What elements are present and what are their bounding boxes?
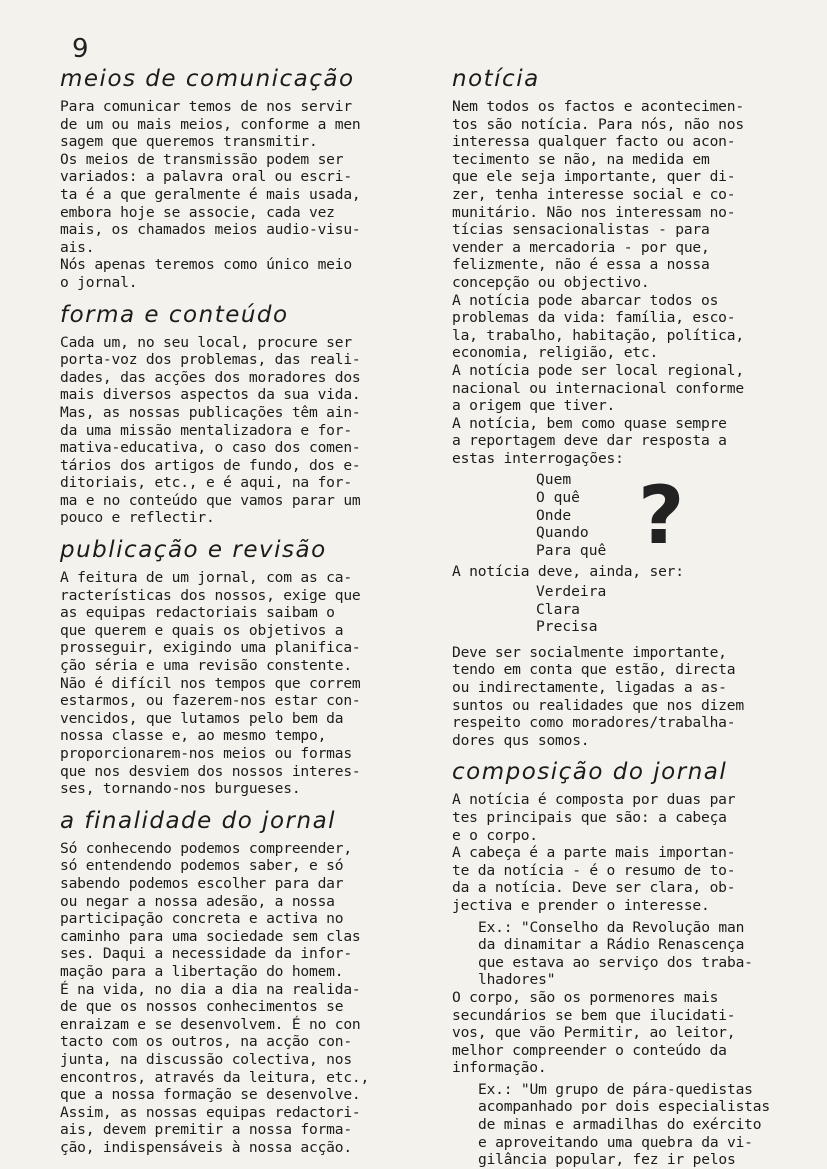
paragraph-noticia-deve: A notícia deve, ainda, ser: (452, 563, 684, 581)
paragraph-composicao: A notícia é composta por duas par tes principais que são: a cabeça e o corpo. A cabeça é a parte mais importan- te da notícia - é o resumo de to- da a notícia. Deve ser clara, ob- jectiva e prender o interesse. (452, 791, 736, 914)
quality-item: Precisa (536, 618, 598, 636)
question-item: Quem (536, 471, 572, 489)
heading-meios-de-comunicacao: meios de comunicação (60, 66, 355, 92)
paragraph-noticia: Nem todos os factos e acontecimen- tos são notícia. Para nós, não nos interessa qualquer facto ou acon- tecimento se não, na medida em que ele seja importante, quer di- zer, tenha interesse social e co- munitário. Não nos interessam no- tícias sensacionalistas - para vender a mercadoria - por que, felizmente, não é essa a nossa concepção ou objectivo. A notícia pode abarcar todos os problemas da vida: família, esco- la, trabalho, habitação, política, economia, religião, etc. A notícia pode ser local regional, nacional ou internacional conforme a origem que tiver. A notícia, bem como quase sempre a reportagem deve dar resposta a estas interrogações: (452, 98, 744, 467)
heading-noticia: notícia (452, 66, 540, 92)
page-number: 9 (72, 34, 89, 64)
question-item: Quando (536, 524, 589, 542)
paragraph-forma: Cada um, no seu local, procure ser porta-voz dos problemas, das reali- dades, das acções dos moradores dos mais diversos aspectos da sua vida. Mas, as nossas publicações têm ain- da uma missão mentalizadora e for- mativa-educativa, o caso dos comen- tários dos artigos de fundo, dos e- ditoriais, etc., e é aqui, na for- ma e no conteúdo que vamos parar um pouco e reflectir. (60, 333, 361, 527)
heading-publicacao-e-revisao: publicação e revisão (60, 537, 327, 564)
question-mark-glyph: ? (638, 469, 685, 563)
paragraph-publicacao: A feitura de um jornal, com as ca- racterísticas dos nossos, exige que as equipas redactoriais saibam o que querem e quais os objetivos a prosseguir, exigindo uma planifica- ção séria e uma revisão constente. Não é difícil nos tempos que correm estarmos, ou fazerem-nos estar con- vencidos, que lutamos pelo bem da nossa classe e, ao mesmo tempo, proporcionarem-nos meios ou formas que nos desviem dos nossos interes- ses, tornando-nos burgueses. (60, 569, 361, 798)
quality-item: Clara (536, 600, 580, 618)
question-item: Onde (536, 506, 572, 524)
right-column (452, 56, 808, 1169)
heading-composicao-do-jornal: composição do jornal (452, 759, 728, 786)
questions-block (452, 469, 808, 563)
question-item: O quê (536, 489, 580, 507)
example-corpo: Ex.: "Um grupo de pára-quedistas acompanhado por dois especialistas de minas e armadilhas do exército e aproveitando uma quebra da vi- gilância popular, fez ir pelos (478, 1080, 770, 1169)
paragraph-meios: Para comunicar temos de nos servir de um ou mais meios, conforme a men sagem que queremos transmitir. Os meios de transmissão podem ser variados: a palavra oral ou escri- ta é a que geralmente é mais usada, embora hoje se associe, cada vez mais, os chamados meios audio-visu- ais. Nós apenas teremos como único meio o jornal. (60, 98, 361, 291)
heading-finalidade-do-jornal: a finalidade do jornal (60, 807, 337, 834)
question-item: Para quê (536, 541, 607, 559)
paragraph-socialmente: Deve ser socialmente importante, tendo em conta que estão, directa ou indirectamente, ligadas a as- suntos ou realidades que nos dizem respeito como moradores/trabalha- dores qus somos. (452, 643, 744, 749)
quality-item: Verdeira (536, 583, 607, 601)
example-cabeca: Ex.: "Conselho da Revolução man da dinamitar a Rádio Renascença que estava ao serviço dos traba- lhadores" (478, 918, 753, 989)
paragraph-corpo: O corpo, são os pormenores mais secundários se bem que ilucidati- vos, que vão Permitir, ao leitor, melhor compreender o conteúdo da informação. (452, 988, 736, 1077)
heading-forma-e-conteudo: forma e conteúdo (60, 301, 289, 328)
paragraph-finalidade: Só conhecendo podemos compreender, só entendendo podemos saber, e só sabendo podemos escolher para dar ou negar a nossa adesão, a nossa participação concreta e activa no caminho para uma sociedade sem clas ses. Daqui a necessidade da infor- mação para a libertação do homem. É na vida, no dia a dia na realida- de que os nossos conhecimentos se enraizam e se desenvolvem. É no con tacto com os outros, na acção con- junta, na discussão colectiva, nos encontros, através da leitura, etc., que a nossa formação se desenvolve. Assim, as nossas equipas redactori- ais, devem premitir a nossa forma- ção, indispensáveis à nossa acção. (60, 839, 370, 1156)
left-column (60, 56, 422, 1156)
